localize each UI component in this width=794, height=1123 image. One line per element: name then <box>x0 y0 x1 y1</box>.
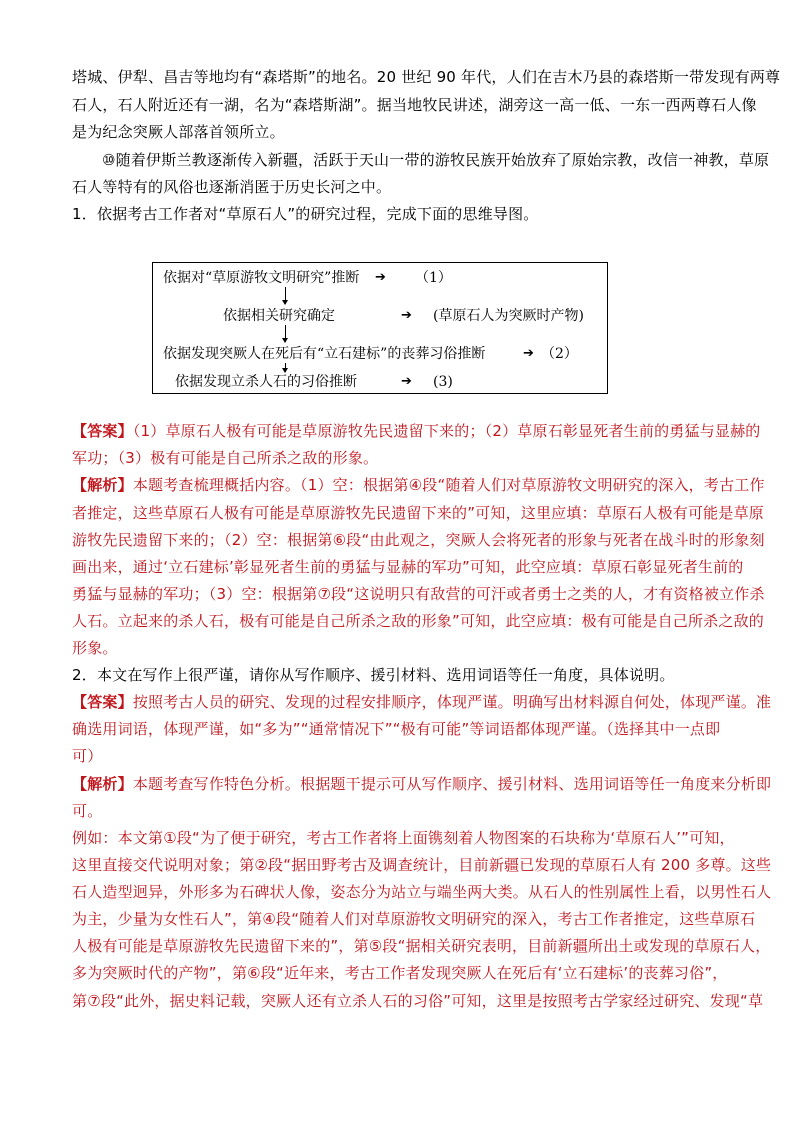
q1-analysis-line: 勇猛与显赫的军功；（3）空：根据第⑦段“这说明只有敌营的可汗或者勇士之类的人，才有资格被立作杀 <box>72 585 765 603</box>
example-line: 这里直接交代说明对象；第②段“据田野考古及调查统计，目前新疆已发现的草原石人有 200 多尊。这些 <box>72 856 772 874</box>
analysis-text: 本题考查梳理概括内容。（1）空：根据第④段“随着人们对草原游牧文明研究的深入，考古工作 <box>132 476 765 494</box>
q2-analysis-line: 可。 <box>72 802 103 820</box>
passage-line: 塔城、伊犁、昌吉等地均有“森塔斯”的地名。20 世纪 90 年代，人们在吉木乃县的森塔斯一带发现有两尊 <box>72 68 781 86</box>
example-line: 人极有可能是草原游牧先民遗留下来的”，第⑤段“据相关研究表明，目前新疆所出土或发现的草原石人， <box>72 937 771 955</box>
mindmap-result-1: （1） <box>415 270 452 286</box>
answer-tag: 【答案】 <box>72 422 133 440</box>
q1-analysis-line: 游牧先民遗留下来的；（2）空：根据第⑥段“由此观之，突厥人会将死者的形象与死者在战斗时的形象刻 <box>72 531 765 549</box>
example-line: 石人造型迥异，外形多为石碑状人像，姿态分为站立与端坐两大类。从石人的性别属性上看，以男性石人 <box>72 883 772 901</box>
mindmap-result-4: (3) <box>433 374 453 390</box>
q1-analysis-line: 人石。立起来的杀人石，极有可能是自己所杀之敌的形象”可知，此空应填：极有可能是自己所杀之敌的 <box>72 612 764 630</box>
q2-answer-line: 确选用词语，体现严谨，如“多为”“通常情况下”“极有可能”等词语都体现严谨。（选择其中一点即 <box>72 720 721 738</box>
q1-analysis-line: 画出来，通过‘立石建标’彰显死者生前的勇猛与显赫的军功”可知，此空应填：草原石彰显死者生前的 <box>72 558 744 576</box>
right-arrow-icon: ➔ <box>401 374 412 389</box>
mindmap-step-3: 依据发现突厥人在死后有“立石建标”的丧葬习俗推断 <box>163 346 486 362</box>
question-2: 2．本文在写作上很严谨，请你从写作顺序、援引材料、选用词语等任一角度，具体说明。 <box>72 666 675 684</box>
analysis-tag: 【解析】 <box>72 775 133 793</box>
answer-text: （1）草原石人极有可能是草原游牧先民遗留下来的；（2）草原石彰显死者生前的勇猛与显赫的 <box>132 422 761 440</box>
example-line: 为主，少量为女性石人”，第④段“随着人们对草原游牧文明研究的深入，考古工作者推定，这些草原石 <box>72 910 756 928</box>
right-arrow-icon: ➔ <box>375 270 386 285</box>
analysis-text: 本题考查写作特色分析。根据题干提示可从写作顺序、援引材料、选用词语等任一角度来分析即 <box>132 775 772 793</box>
example-line: 例如：本文第①段“为了便于研究，考古工作者将上面镌刻着人物图案的石块称为‘草原石人’”可知， <box>72 829 735 847</box>
mindmap-result-3: （2） <box>541 346 578 362</box>
example-line: 第⑦段“此外，据史料记载，突厥人还有立杀人石的习俗”可知，这里是按照考古学家经过研究、发现“草 <box>72 992 764 1010</box>
mindmap-step-1: 依据对“草原游牧文明研究”推断 <box>163 270 360 286</box>
mind-map <box>152 262 608 394</box>
right-arrow-icon: ➔ <box>401 308 412 323</box>
answer-text: 按照考古人员的研究、发现的过程安排顺序，体现严谨。明确写出材料源自何处，体现严谨。准 <box>132 693 772 711</box>
paragraph-10-line: 石人等特有的风俗也逐渐消匿于历史长河之中。 <box>72 178 392 196</box>
right-arrow-icon: ➔ <box>523 346 534 361</box>
mindmap-result-2: (草原石人为突厥时产物) <box>433 308 584 324</box>
mindmap-step-4: 依据发现立杀人石的习俗推断 <box>175 374 357 390</box>
q1-analysis-line: 形象。 <box>72 639 118 657</box>
down-arrow-icon <box>285 287 286 304</box>
down-arrow-icon <box>285 363 286 372</box>
question-1: 1．依据考古工作者对“草原石人”的研究过程，完成下面的思维导图。 <box>72 205 539 223</box>
q2-answer-line: 可） <box>72 747 103 765</box>
q1-answer-line <box>72 420 761 442</box>
down-arrow-icon <box>285 325 286 342</box>
answer-tag: 【答案】 <box>72 693 133 711</box>
passage-line: 石人，石人附近还有一湖，名为“森塔斯湖”。据当地牧民讲述，湖旁这一高一低、一东一西两尊石人像 <box>72 96 757 114</box>
paragraph-10-line: ⑩随着伊斯兰教逐渐传入新疆，活跃于天山一带的游牧民族开始放弃了原始宗教，改信一神教，草原 <box>102 151 770 169</box>
q1-analysis-line: 者推定，这些草原石人极有可能是草原游牧先民遗留下来的”可知，这里应填：草原石人极有可能是草原 <box>72 504 764 522</box>
analysis-tag: 【解析】 <box>72 476 133 494</box>
q1-analysis-line <box>72 474 765 496</box>
mindmap-step-2: 依据相关研究确定 <box>223 308 335 324</box>
q2-answer-line <box>72 691 771 713</box>
example-line: 多为突厥时代的产物”，第⑥段“近年来，考古工作者发现突厥人在死后有‘立石建标’的丧葬习俗”， <box>72 964 728 982</box>
q1-answer-line: 军功；（3）极有可能是自己所杀之敌的形象。 <box>72 449 379 467</box>
passage-line: 是为纪念突厥人部落首领所立。 <box>72 123 285 141</box>
q2-analysis-line <box>72 773 771 795</box>
